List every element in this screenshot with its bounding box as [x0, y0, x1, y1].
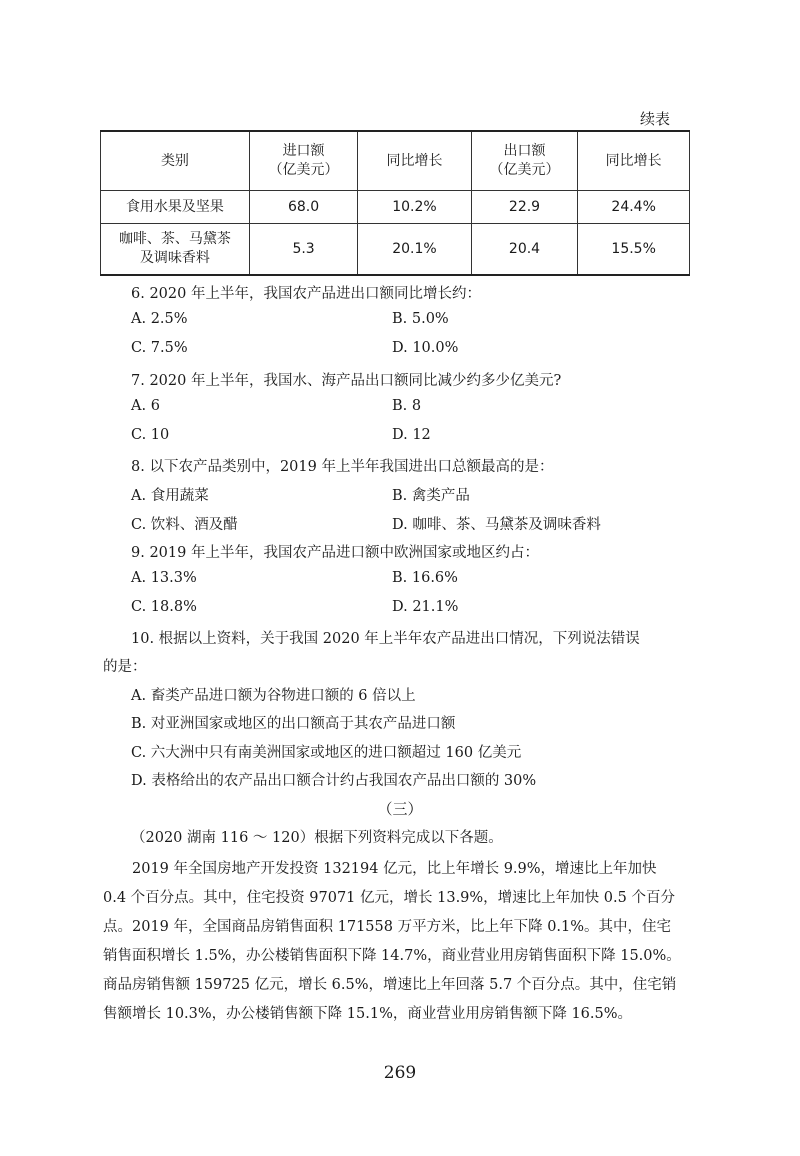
option-7c: C. 10 [131, 427, 170, 443]
option-9a: A. 13.3% [131, 570, 197, 586]
header-export: 出口额 （亿美元） [471, 131, 578, 191]
option-8c: C. 饮料、酒及醋 [131, 517, 238, 533]
question-8: 8. 以下农产品类别中，2019 年上半年我国进出口总额最高的是： [131, 459, 554, 475]
option-6d: D. 10.0% [392, 340, 459, 356]
option-10b: B. 对亚洲国家或地区的出口额高于其农产品进口额 [131, 716, 456, 732]
passage [103, 855, 681, 1029]
option-6b: B. 5.0% [392, 311, 449, 327]
option-7a: A. 6 [131, 398, 160, 414]
cell-category: 咖啡、茶、马黛茶 及调味香料 [101, 224, 250, 276]
cell-export: 22.9 [471, 191, 578, 224]
passage-line: 销售面积增长 1.5%，办公楼销售面积下降 14.7%，商业营业用房销售面积下降 15.0%。 [103, 948, 681, 964]
option-8a: A. 食用蔬菜 [131, 488, 209, 504]
agri-trade-table [100, 130, 690, 276]
header-import: 进口额 （亿美元） [249, 131, 357, 191]
passage-line: 0.4 个百分点。其中，住宅投资 97071 亿元，增长 13.9%，增速比上年加快 0.5 个百分 [103, 890, 675, 906]
question-6: 6. 2020 年上半年，我国农产品进出口额同比增长约： [131, 286, 481, 302]
question-10-cont: 的是： [103, 659, 147, 675]
option-6a: A. 2.5% [131, 311, 188, 327]
cell-export: 20.4 [471, 224, 578, 276]
option-9d: D. 21.1% [392, 599, 459, 615]
table-row [101, 191, 690, 224]
table-row [101, 224, 690, 276]
header-category: 类别 [101, 131, 250, 191]
option-6c: C. 7.5% [131, 340, 188, 356]
question-7: 7. 2020 年上半年，我国水、海产品出口额同比减少约多少亿美元? [131, 373, 562, 389]
option-10a: A. 畜类产品进口额为谷物进口额的 6 倍以上 [131, 688, 416, 704]
option-7b: B. 8 [392, 398, 422, 414]
passage-line: 2019 年全国房地产开发投资 132194 亿元，比上年增长 9.9%，增速比上年加快 [103, 861, 657, 877]
option-7d: D. 12 [392, 427, 431, 443]
passage-line: 点。2019 年，全国商品房销售面积 171558 万平方米，比上年下降 0.1%。其中，住宅 [103, 919, 672, 935]
passage-line: 售额增长 10.3%，办公楼销售额下降 15.1%，商业营业用房销售额下降 16.5%。 [103, 1006, 633, 1022]
cell-import: 5.3 [249, 224, 357, 276]
page-number: 269 [383, 1063, 417, 1083]
cell-category: 食用水果及坚果 [101, 191, 250, 224]
option-9b: B. 16.6% [392, 570, 458, 586]
header-import-growth: 同比增长 [358, 131, 471, 191]
question-9: 9. 2019 年上半年，我国农产品进口额中欧洲国家或地区约占： [131, 545, 539, 561]
cell-export-growth: 24.4% [578, 191, 690, 224]
cell-import-growth: 20.1% [358, 224, 471, 276]
option-10c: C. 六大洲中只有南美洲国家或地区的进口额超过 160 亿美元 [131, 745, 522, 761]
passage-line: 商品房销售额 159725 亿元，增长 6.5%，增速比上年回落 5.7 个百分点。其中，住宅销 [103, 977, 677, 993]
table-header-row [101, 131, 690, 191]
continued-table-label: 续表 [639, 110, 670, 128]
question-10: 10. 根据以上资料，关于我国 2020 年上半年农产品进出口情况，下列说法错误 [131, 631, 640, 647]
cell-import: 68.0 [249, 191, 357, 224]
section-intro: （2020 湖南 116 ～ 120）根据下列资料完成以下各题。 [131, 830, 503, 846]
cell-import-growth: 10.2% [358, 191, 471, 224]
cell-export-growth: 15.5% [578, 224, 690, 276]
option-10d: D. 表格给出的农产品出口额合计约占我国农产品出口额的 30% [131, 773, 537, 789]
header-export-growth: 同比增长 [578, 131, 690, 191]
option-9c: C. 18.8% [131, 599, 197, 615]
section-title: （三） [377, 800, 423, 818]
option-8b: B. 禽类产品 [392, 488, 470, 504]
option-8d: D. 咖啡、茶、马黛茶及调味香料 [392, 517, 601, 533]
